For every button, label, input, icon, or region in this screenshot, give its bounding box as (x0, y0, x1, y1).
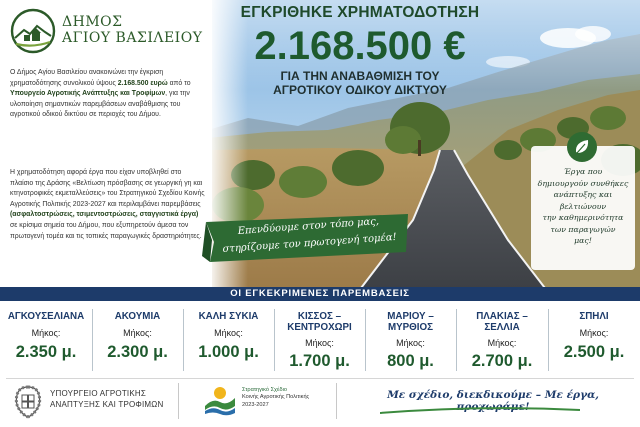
info-line: ανάπτυξης και βελτιώνουν (553, 190, 613, 211)
length-label: Μήκος: (305, 338, 334, 348)
cap-plan-line3: 2023-2027 (242, 401, 269, 408)
length-label: Μήκος: (396, 338, 425, 348)
intro-text: Ο Δήμος Αγίου Βασιλείου ανακοινώνει την έγκριση χρηματοδότησης συνολικού ύψους (10, 69, 164, 87)
intervention-name-line2: ΚΕΝΤΡΟΧΩΡΙ (287, 322, 352, 333)
leaf-icon (567, 132, 597, 162)
length-label: Μήκος: (123, 328, 152, 338)
intro-amount: 2.168.500 ευρώ (117, 79, 168, 87)
length-value: 800 μ. (387, 352, 434, 370)
length-label: Μήκος: (579, 328, 609, 338)
intervention-item (548, 305, 640, 375)
info-line: μας! (574, 236, 592, 245)
cap-plan-logo (203, 384, 237, 416)
info-line: Έργα που (563, 167, 603, 176)
intervention-name: ΑΚΟΥΜΙΑ (114, 311, 161, 322)
intro-text: από το (167, 79, 191, 87)
headline-amount: 2.168.500 € (254, 24, 466, 68)
intro-interventions-types: (ασφαλτοστρώσεις, τσιμεντοστρώσεις, σταγγιστικά έργα) (10, 211, 199, 219)
interventions-row (0, 305, 640, 375)
intervention-name-line2: ΜΥΡΘΙΟΣ (387, 322, 434, 333)
info-line: την καθημερινότητα (542, 213, 624, 222)
greek-emblem-icon (10, 383, 46, 421)
intervention-item (0, 305, 92, 375)
slogan-banner (202, 212, 412, 264)
footer-separator (336, 383, 337, 419)
intervention-name: ΠΛΑΚΙΑΣ – (476, 311, 528, 322)
intervention-name-line2: ΣΕΛΛΙΑ (484, 322, 520, 333)
municipality-line2: ΑΓΙΟΥ ΒΑΣΙΛΕΙΟΥ (62, 30, 203, 46)
banner-line2: στηρίζουμε τον πρωτογενή τομέα! (222, 231, 397, 256)
footer (0, 378, 640, 427)
headline-sub-line1: ΓΙΑ ΤΗΝ ΑΝΑΒΑΘΜΙΣΗ ΤΟΥ (280, 69, 440, 83)
intro-text: , για την υλοποίηση σημαντικών παρεμβάσεων αναβάθμισης του αγροτικού οδικού δικτύου σε περιοχές του Δήμου. (10, 90, 190, 119)
intervention-name: ΣΠΗΛΙ (579, 311, 609, 322)
footer-separator (178, 383, 179, 419)
section-title: ΟΙ ΕΓΚΕΚΡΙΜΕΝΕΣ ΠΑΡΕΜΒΑΣΕΙΣ (230, 288, 410, 299)
cap-plan-line1: Στρατηγικό Σχέδιο (242, 387, 287, 393)
municipality-name (62, 14, 202, 46)
intervention-name: ΑΓΚΟΥΣΕΛΙΑΝΑ (7, 311, 85, 322)
ministry-line1: ΥΠΟΥΡΓΕΙΟ ΑΓΡΟΤΙΚΗΣ (50, 389, 146, 398)
village-landscape-logo (10, 8, 56, 54)
intro-paragraph-1 (10, 68, 206, 121)
length-value: 2.700 μ. (471, 352, 533, 370)
intervention-name: ΜΑΡΙΟΥ – (387, 311, 434, 322)
length-value: 2.500 μ. (563, 343, 625, 361)
headline-sub-line2: ΑΓΡΟΤΙΚΟΥ ΟΔΙΚΟΥ ΔΙΚΤΥΟΥ (273, 83, 447, 97)
intervention-item (365, 305, 456, 375)
intro-text: Η χρηματοδότηση αφορά έργα που είχαν υποβληθεί στο πλαίσιο της Δράσης «Βελτίωση πρόσβασης σε γεωργική γη και κτηνοτροφικές εκμεταλλεύσεις» του Στρατηγικού Σχεδίου Κοινής Αγροτικής Πολιτικής 2023-2027 και περιλαμβάνει παρεμβάσεις (10, 169, 205, 208)
length-label: Μήκος: (214, 328, 243, 338)
length-value: 2.350 μ. (15, 343, 77, 361)
length-value: 1.700 μ. (289, 352, 350, 370)
intervention-item (274, 305, 365, 375)
footer-divider (6, 378, 634, 379)
intervention-item (92, 305, 183, 375)
headline-title: ΕΓΚΡΙΘΗΚΕ ΧΡΗΜΑΤΟΔΟΤΗΣΗ (240, 4, 480, 21)
slogan-underline (380, 405, 580, 415)
length-label: Μήκος: (31, 328, 61, 338)
intervention-name: ΚΙΣΣΟΣ – (297, 311, 342, 322)
section-header (0, 287, 640, 301)
footer-slogan: Με σχέδιο, διεκδικούμε – Με έργα, προχωράμε! (387, 389, 599, 413)
banner-line1: Επενδύουμε στον τόπο μας, (237, 216, 380, 237)
length-label: Μήκος: (487, 338, 517, 348)
intervention-name: ΚΑΛΗ ΣΥΚΙΑ (198, 311, 259, 322)
info-line: δημιουργούν συνθήκες (537, 178, 629, 188)
left-info-panel (0, 0, 212, 292)
intervention-item (456, 305, 548, 375)
length-value: 2.300 μ. (107, 343, 168, 361)
cap-plan-line2: Κοινής Αγροτικής Πολιτικής (242, 394, 310, 401)
ministry-name (50, 388, 163, 410)
info-box (531, 146, 635, 270)
intervention-item (183, 305, 274, 375)
cap-plan-text (242, 387, 309, 409)
length-value: 1.000 μ. (198, 343, 259, 361)
municipality-line1: ΔΗΜΟΣ (62, 14, 123, 30)
headline-block (210, 4, 510, 97)
intro-text: σε κρίσιμα σημεία του Δήμου, που εξυπηρετούν άμεσα τον πρωτογενή τομέα και τις τοπικές παραγωγικές δραστηριότητες. (10, 221, 202, 240)
ministry-line2: ΑΝΑΠΤΥΞΗΣ ΚΑΙ ΤΡΟΦΙΜΩΝ (50, 400, 164, 409)
intro-paragraph-2 (10, 168, 206, 242)
intro-ministry: Υπουργείο Αγροτικής Ανάπτυξης και Τροφίμων (10, 90, 166, 98)
info-line: των παραγωγών (550, 224, 616, 234)
info-box-text (535, 166, 631, 247)
